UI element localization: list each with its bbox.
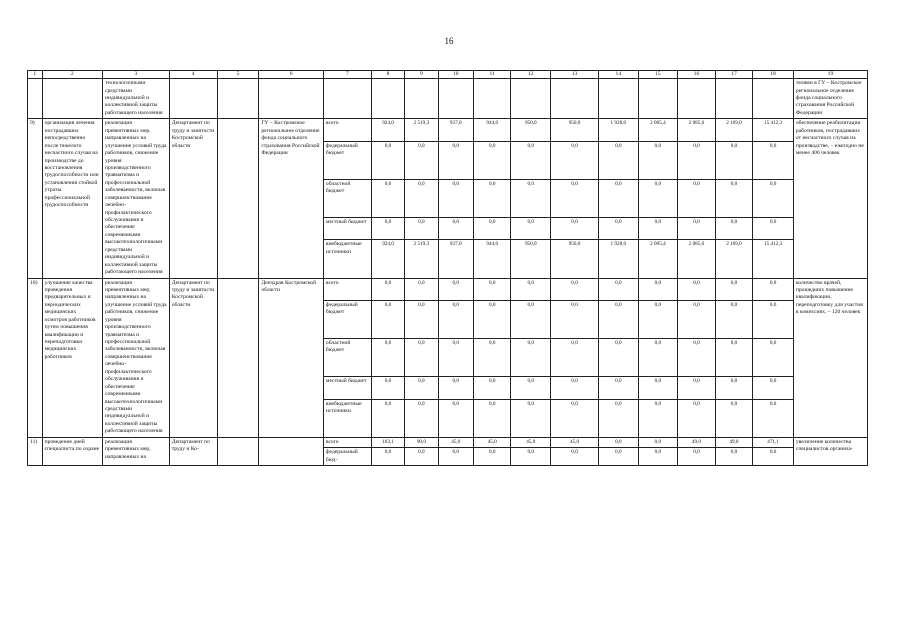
event-name-cell: улучшение качества проведения предварительных и периодических медицинских осмотров работников путем повышения квалификации и переподготовки медицинских работников: [42, 278, 102, 437]
funding-value-cell: 0,0: [405, 179, 438, 217]
mechanism-cell: реализация превентивных мер, направленных на улучшение условий труда работников, снижение уровня производственного травматизма и профессиональной заболеваемости, включая совершенствование лечебно-профилактического обслуживания и обеспечение современными высокотехнологичными средствами индивидуальной и коллективной защиты работающего населения: [103, 278, 170, 437]
event-name-cell: организация лечения пострадавших непосредственно после тяжелого несчастного случая на производстве до восстановления трудоспособности или установления стойкой утраты профессиональной трудоспособности: [42, 119, 102, 278]
funding-value-cell: 0,0: [599, 278, 639, 300]
funding-source-cell: внебюджетные источники: [323, 399, 371, 437]
funding-value-cell: 0,0: [715, 377, 753, 399]
funding-value-cell: 0,0: [405, 141, 438, 179]
funding-value-cell: 0,0: [551, 179, 599, 217]
funding-value-cell: 0,0: [371, 448, 404, 466]
funding-value-cell: 0,0: [473, 278, 511, 300]
funding-value-cell: 0,0: [438, 300, 473, 338]
funding-source-cell: областной бюджет: [323, 339, 371, 377]
funding-value-cell: 2 005,4: [638, 119, 678, 141]
funding-value-cell: 0,0: [438, 218, 473, 240]
funding-source-cell: всего: [323, 437, 371, 447]
funding-value-cell: 0,0: [638, 218, 678, 240]
empty-cell: [371, 79, 404, 119]
header-cell: 11: [473, 71, 511, 79]
responsible-cell: Департамент по труду и занятости Костромской области: [169, 278, 217, 437]
empty-cell: [323, 79, 371, 119]
funding-value-cell: 0,0: [753, 300, 794, 338]
funding-source-cell: всего: [323, 278, 371, 300]
funding-value-cell: 937,0: [438, 119, 473, 141]
funding-value-cell: 0,0: [638, 377, 678, 399]
header-cell: 1: [28, 71, 43, 79]
funding-value-cell: 0,0: [715, 141, 753, 179]
funding-value-cell: 0,0: [511, 448, 551, 466]
table-row: [28, 278, 868, 300]
funding-value-cell: 0,0: [551, 377, 599, 399]
funding-value-cell: 0,0: [473, 339, 511, 377]
funding-value-cell: 0,0: [599, 448, 639, 466]
header-cell: 19: [793, 71, 867, 79]
funding-value-cell: 0,0: [638, 339, 678, 377]
funding-value-cell: 0,0: [438, 339, 473, 377]
empty-cell: [438, 79, 473, 119]
funding-value-cell: 0,0: [473, 141, 511, 179]
empty-cell: [715, 79, 753, 119]
funding-value-cell: 2 519,3: [405, 119, 438, 141]
header-cell: 16: [678, 71, 716, 79]
funding-value-cell: 0,0: [599, 141, 639, 179]
continuation-row: [28, 79, 868, 119]
funding-value-cell: 0,0: [638, 437, 678, 447]
responsible-cell: Департамент по труду и Ко-: [169, 437, 217, 465]
header-cell: 10: [438, 71, 473, 79]
funding-value-cell: 2 169,0: [715, 119, 753, 141]
funding-value-cell: 0,0: [551, 448, 599, 466]
funding-value-cell: 0,0: [678, 278, 716, 300]
header-cell: 2: [42, 71, 102, 79]
funding-value-cell: 0,0: [715, 448, 753, 466]
header-cell: 17: [715, 71, 753, 79]
funding-value-cell: 0,0: [753, 377, 794, 399]
col5-cell: [217, 278, 259, 437]
funding-value-cell: 0,0: [405, 218, 438, 240]
funding-value-cell: 0,0: [473, 448, 511, 466]
mechanism-cell: реализация превентивных мер, направленных на: [103, 437, 170, 465]
funding-value-cell: 0,0: [405, 339, 438, 377]
funding-value-cell: 0,0: [438, 278, 473, 300]
funding-value-cell: 45,0: [511, 437, 551, 447]
empty-cell: [405, 79, 438, 119]
funding-value-cell: 2 085,6: [678, 240, 716, 278]
funding-value-cell: 0,0: [551, 300, 599, 338]
col5-cell: [217, 119, 259, 278]
header-cell: 6: [259, 71, 324, 79]
funding-value-cell: 0,0: [599, 377, 639, 399]
header-row: [28, 71, 868, 79]
funding-value-cell: 0,0: [511, 339, 551, 377]
funding-value-cell: 0,0: [438, 377, 473, 399]
header-cell: 9: [405, 71, 438, 79]
funding-value-cell: 0,0: [511, 218, 551, 240]
funding-value-cell: 0,0: [638, 448, 678, 466]
funding-value-cell: 0,0: [405, 448, 438, 466]
funding-value-cell: 0,0: [511, 300, 551, 338]
funding-value-cell: 0,0: [678, 300, 716, 338]
funding-value-cell: 950,0: [551, 119, 599, 141]
funding-source-cell: федеральный бюджет: [323, 300, 371, 338]
funding-value-cell: 944,0: [473, 240, 511, 278]
event-name-cell: проведение дней специалиста по охране: [42, 437, 102, 465]
col5-cell: [217, 437, 259, 465]
empty-cell: [42, 79, 102, 119]
funding-value-cell: 103,1: [371, 437, 404, 447]
funding-value-cell: 0,0: [638, 179, 678, 217]
funding-value-cell: 0,0: [753, 141, 794, 179]
funding-source-cell: областной бюджет: [323, 179, 371, 217]
funding-source-cell: всего: [323, 119, 371, 141]
funding-value-cell: 0,0: [371, 218, 404, 240]
funding-value-cell: 0,0: [551, 399, 599, 437]
funding-value-cell: 15 412,3: [753, 119, 794, 141]
funding-value-cell: 0,0: [511, 399, 551, 437]
funding-value-cell: 0,0: [715, 300, 753, 338]
funding-value-cell: 0,0: [551, 218, 599, 240]
funding-value-cell: 0,0: [753, 179, 794, 217]
funding-value-cell: 0,0: [473, 377, 511, 399]
empty-cell: [678, 79, 716, 119]
funding-value-cell: 0,0: [753, 448, 794, 466]
funding-value-cell: 0,0: [438, 141, 473, 179]
funding-value-cell: 0,0: [371, 399, 404, 437]
funding-value-cell: 0,0: [678, 377, 716, 399]
header-cell: 18: [753, 71, 794, 79]
empty-cell: [259, 79, 324, 119]
header-cell: 13: [551, 71, 599, 79]
funding-value-cell: 0,0: [599, 300, 639, 338]
funding-value-cell: 0,0: [599, 179, 639, 217]
funding-value-cell: 0,0: [715, 339, 753, 377]
funding-value-cell: 0,0: [551, 339, 599, 377]
header-cell: 8: [371, 71, 404, 79]
funding-value-cell: 49,0: [678, 437, 716, 447]
funding-value-cell: 950,0: [511, 240, 551, 278]
funding-value-cell: 0,0: [753, 278, 794, 300]
funding-value-cell: 49,0: [715, 437, 753, 447]
funding-value-cell: 15 412,3: [753, 240, 794, 278]
cont-mechanism-cell: технологичными средствами индивидуальной и коллективной защиты работающего населения: [103, 79, 170, 119]
executor-cell: [259, 437, 324, 465]
funding-value-cell: 0,0: [438, 448, 473, 466]
funding-value-cell: 2 169,0: [715, 240, 753, 278]
empty-cell: [473, 79, 511, 119]
funding-value-cell: 0,0: [551, 278, 599, 300]
funding-value-cell: 0,0: [371, 179, 404, 217]
funding-value-cell: 45,0: [473, 437, 511, 447]
funding-source-cell: внебюджетные источники: [323, 240, 371, 278]
header-cell: 14: [599, 71, 639, 79]
table-body: [28, 71, 868, 466]
funding-value-cell: 0,0: [678, 339, 716, 377]
funding-value-cell: 0,0: [599, 339, 639, 377]
empty-cell: [217, 79, 259, 119]
empty-cell: [753, 79, 794, 119]
funding-value-cell: 0,0: [678, 399, 716, 437]
table-row: [28, 119, 868, 141]
funding-value-cell: 924,0: [371, 119, 404, 141]
funding-value-cell: 0,0: [371, 339, 404, 377]
header-cell: 5: [217, 71, 259, 79]
funding-value-cell: 0,0: [511, 278, 551, 300]
funding-value-cell: 0,0: [599, 218, 639, 240]
indicator-cell: количество врачей, прошедших повышение квалификации, переподготовку для участия в комиссиях, – 120 человек: [793, 278, 867, 437]
funding-value-cell: 0,0: [511, 377, 551, 399]
header-cell: 7: [323, 71, 371, 79]
funding-value-cell: 0,0: [638, 141, 678, 179]
empty-cell: [551, 79, 599, 119]
funding-value-cell: 0,0: [678, 179, 716, 217]
item-number-cell: 10): [28, 278, 43, 437]
empty-cell: [599, 79, 639, 119]
funding-value-cell: 0,0: [638, 278, 678, 300]
header-cell: 4: [169, 71, 217, 79]
funding-value-cell: 950,0: [551, 240, 599, 278]
funding-value-cell: 0,0: [371, 377, 404, 399]
funding-value-cell: 0,0: [371, 278, 404, 300]
item-number-cell: 9): [28, 119, 43, 278]
funding-value-cell: 0,0: [715, 179, 753, 217]
funding-value-cell: 0,0: [638, 300, 678, 338]
funding-value-cell: 0,0: [405, 278, 438, 300]
funding-value-cell: 0,0: [753, 218, 794, 240]
table-row: [28, 437, 868, 447]
mechanism-cell: реализация превентивных мер, направленных на улучшение условий труда работников, снижение уровня производственного травматизма и профессиональной заболеваемости, включая совершенствование лечебно-профилактического обслуживания и обеспечение современными высокотехнологичными средствами индивидуальной и коллективной защиты работающего населения: [103, 119, 170, 278]
funding-value-cell: 0,0: [438, 399, 473, 437]
funding-value-cell: 45,0: [551, 437, 599, 447]
funding-value-cell: 937,0: [438, 240, 473, 278]
header-cell: 12: [511, 71, 551, 79]
funding-source-cell: федеральный бюджет: [323, 141, 371, 179]
funding-value-cell: 924,0: [371, 240, 404, 278]
funding-value-cell: 0,0: [678, 448, 716, 466]
item-number-cell: 11): [28, 437, 43, 465]
funding-value-cell: 0,0: [405, 300, 438, 338]
funding-value-cell: 1 928,0: [599, 240, 639, 278]
funding-value-cell: 0,0: [405, 399, 438, 437]
program-table: [27, 70, 868, 466]
funding-value-cell: 0,0: [371, 141, 404, 179]
funding-value-cell: 0,0: [438, 179, 473, 217]
funding-value-cell: 471,1: [753, 437, 794, 447]
funding-value-cell: 2 005,4: [638, 240, 678, 278]
funding-value-cell: 0,0: [371, 300, 404, 338]
funding-value-cell: 45,0: [438, 437, 473, 447]
empty-cell: [169, 79, 217, 119]
funding-value-cell: 950,0: [511, 119, 551, 141]
responsible-cell: Департамент по труду и занятости Костромской области: [169, 119, 217, 278]
funding-source-cell: местный бюджет: [323, 218, 371, 240]
empty-cell: [638, 79, 678, 119]
funding-source-cell: федеральный бюд-: [323, 448, 371, 466]
funding-value-cell: 944,0: [473, 119, 511, 141]
funding-value-cell: 1 928,0: [599, 119, 639, 141]
funding-value-cell: 0,0: [678, 141, 716, 179]
funding-value-cell: 0,0: [753, 339, 794, 377]
funding-value-cell: 90,0: [405, 437, 438, 447]
funding-value-cell: 0,0: [678, 218, 716, 240]
funding-value-cell: 0,0: [405, 377, 438, 399]
funding-value-cell: 0,0: [473, 218, 511, 240]
funding-source-cell: местный бюджет: [323, 377, 371, 399]
funding-value-cell: 0,0: [599, 437, 639, 447]
funding-value-cell: 0,0: [638, 399, 678, 437]
funding-value-cell: 0,0: [473, 399, 511, 437]
funding-value-cell: 0,0: [473, 179, 511, 217]
executor-cell: ГУ – Костромское региональное отделение фонда социального страхования Российской Федерации: [259, 119, 324, 278]
empty-cell: [28, 79, 43, 119]
header-cell: 3: [103, 71, 170, 79]
funding-value-cell: 0,0: [753, 399, 794, 437]
executor-cell: Депздрав Костромской области: [259, 278, 324, 437]
funding-value-cell: 0,0: [511, 141, 551, 179]
funding-value-cell: 0,0: [715, 399, 753, 437]
empty-cell: [511, 79, 551, 119]
funding-value-cell: 0,0: [715, 218, 753, 240]
cont-indicator-cell: телями в ГУ – Костромское региональное отделение фонда социального страхования Российской Федерации: [793, 79, 867, 119]
indicator-cell: увеличение количества специалистов организа-: [793, 437, 867, 465]
funding-value-cell: 0,0: [511, 179, 551, 217]
funding-value-cell: 0,0: [473, 300, 511, 338]
funding-value-cell: 2 085,6: [678, 119, 716, 141]
indicator-cell: обеспечение реабилитации работников, пострадавших от несчастного случая на производстве, – ежегодно не менее 400 человек: [793, 119, 867, 278]
funding-value-cell: 0,0: [599, 399, 639, 437]
funding-value-cell: 0,0: [551, 141, 599, 179]
header-cell: 15: [638, 71, 678, 79]
page-number: 16: [444, 36, 454, 46]
funding-value-cell: 2 519,3: [405, 240, 438, 278]
funding-value-cell: 0,0: [715, 278, 753, 300]
